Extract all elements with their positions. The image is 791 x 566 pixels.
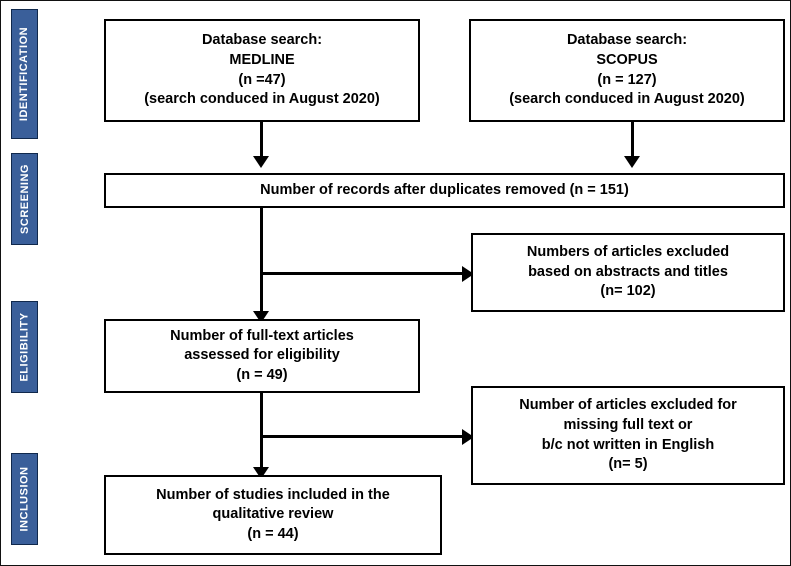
box-medline-line-4: (search conduced in August 2020) [144,91,380,108]
box-fulltext-assessed [104,319,420,393]
box-medline-line-3: (n =47) [238,71,286,88]
box-excluded-missing-line-4: (n= 5) [608,456,648,473]
box-included-line-1: Number of studies included in the [156,486,390,503]
box-included-line-2: qualitative review [212,506,334,523]
box-excluded-missing-language [471,386,785,485]
stage-label-inclusion-text: INCLUSION [18,466,31,532]
stage-label-eligibility [11,301,38,393]
box-records-line-1: Number of records after duplicates removed (n = 151) [260,181,629,198]
arrow-records-to-excluded-abstracts [260,272,465,275]
box-medline-line-2: MEDLINE [229,51,295,68]
arrow-scopus-to-records-head-icon [624,156,640,168]
stage-label-screening [11,153,38,245]
box-database-search-scopus [469,19,785,122]
box-scopus-line-2: SCOPUS [596,51,658,68]
box-scopus-line-3: (n = 127) [597,71,657,88]
box-scopus-line-4: (search conduced in August 2020) [509,91,745,108]
box-medline-line-1: Database search: [201,32,323,49]
box-excluded-missing-line-1: Number of articles excluded for [519,397,737,414]
box-excluded-abstracts-titles [471,233,785,312]
box-records-after-duplicates [104,173,785,208]
stage-label-eligibility-text: ELIGIBILITY [18,312,31,382]
arrow-medline-to-records [260,122,263,158]
arrow-medline-to-records-head-icon [253,156,269,168]
box-excluded-abstracts-line-1: Numbers of articles excluded [526,244,730,261]
stage-label-screening-text: SCREENING [18,164,31,234]
stage-label-identification-text: IDENTIFICATION [18,26,31,122]
box-fulltext-line-1: Number of full-text articles [170,327,354,344]
arrow-fulltext-to-excluded-missing [260,435,465,438]
arrow-records-to-fulltext [260,208,263,313]
box-excluded-missing-line-3: b/c not written in English [541,436,715,453]
box-excluded-missing-line-2: missing full text or [563,416,693,433]
arrow-scopus-to-records [631,122,634,158]
box-excluded-abstracts-line-2: based on abstracts and titles [528,263,728,280]
stage-label-inclusion [11,453,38,545]
arrow-fulltext-to-included [260,393,263,469]
box-fulltext-line-3: (n = 49) [236,366,288,383]
stage-label-identification [11,9,38,139]
box-included-line-3: (n = 44) [247,525,299,542]
box-included-studies [104,475,442,555]
box-scopus-line-1: Database search: [566,32,688,49]
box-database-search-medline [104,19,420,122]
box-fulltext-line-2: assessed for eligibility [184,347,340,364]
box-excluded-abstracts-line-3: (n= 102) [600,283,656,300]
